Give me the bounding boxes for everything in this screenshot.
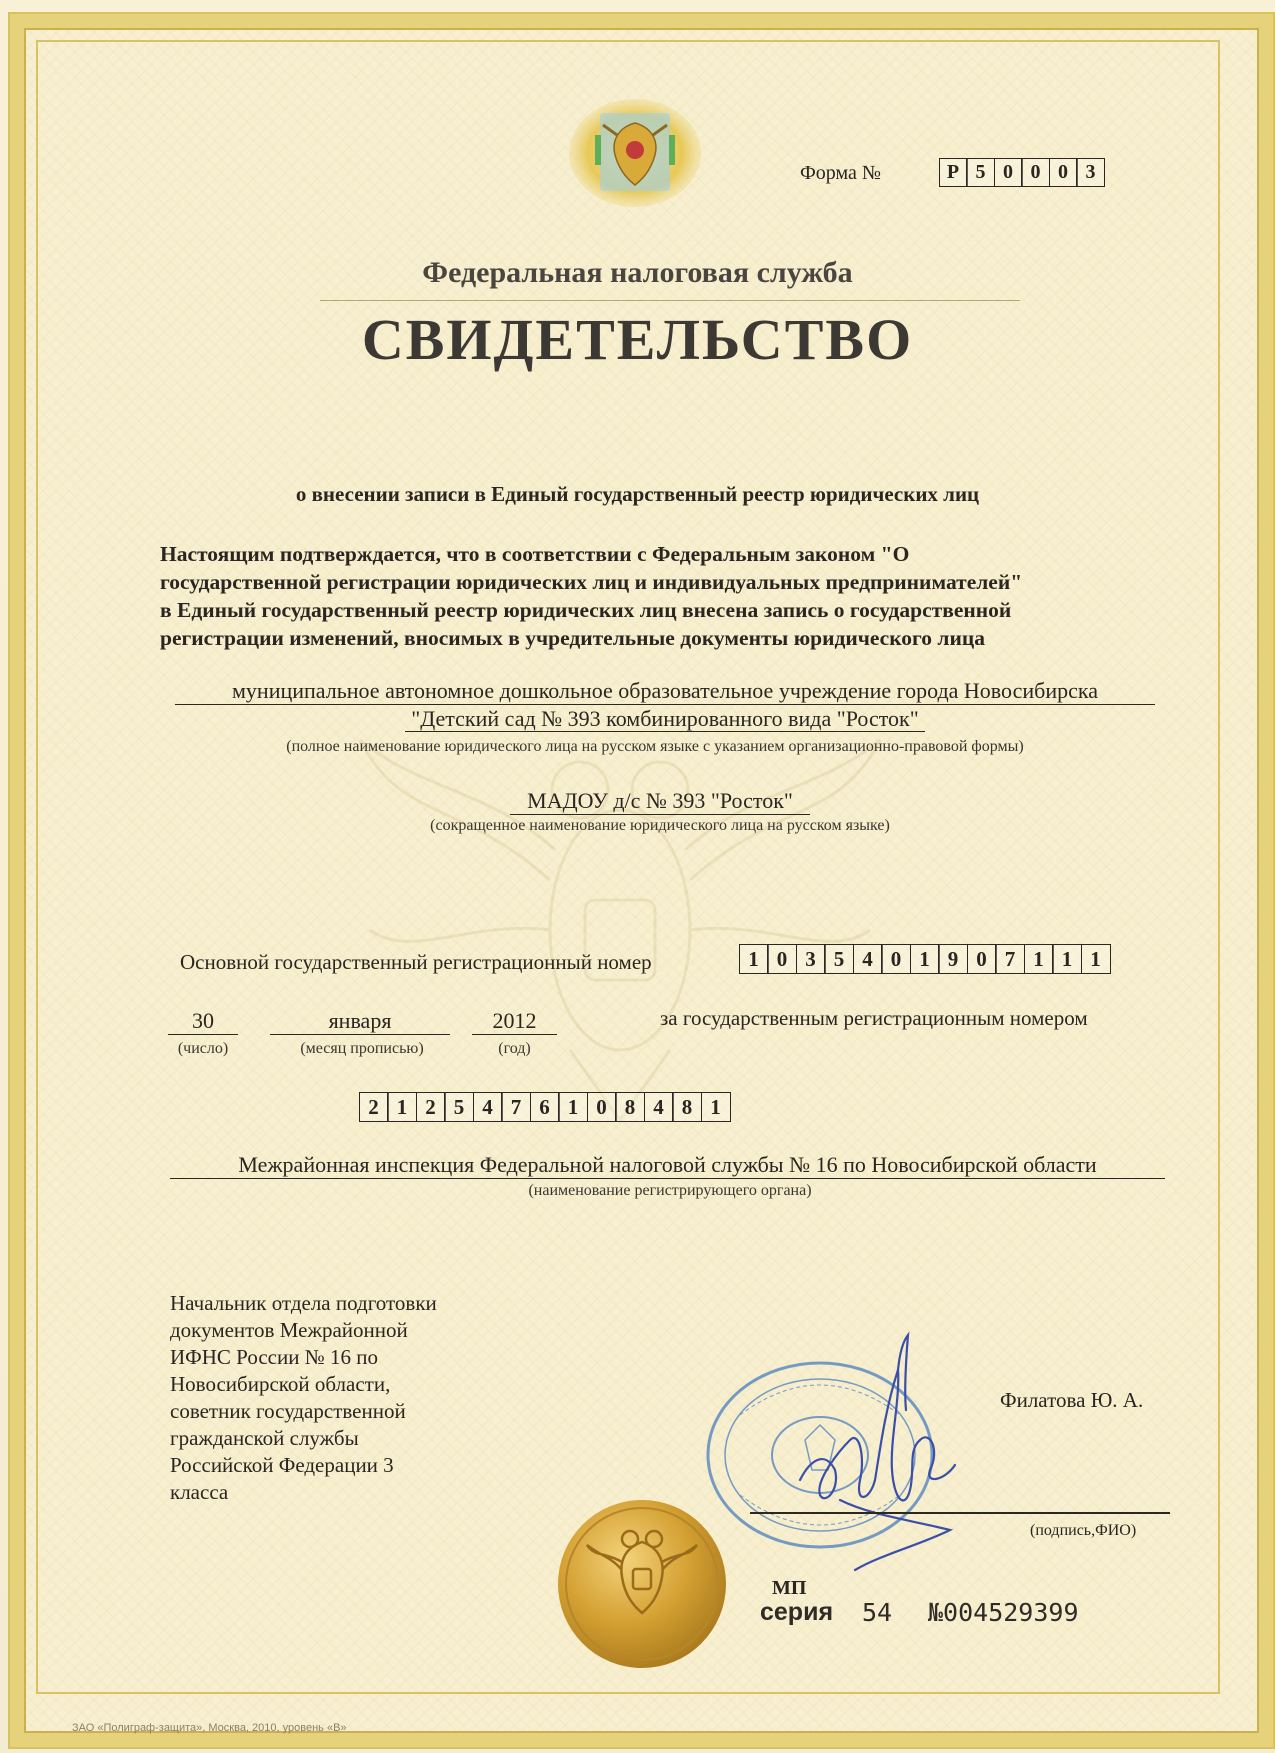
signature-caption: (подпись,ФИО) — [1030, 1522, 1137, 1539]
date-year-caption: (год) — [498, 1040, 531, 1057]
form-code-cell: 0 — [1049, 158, 1078, 187]
handwritten-signature-icon — [780, 1330, 970, 1580]
date-month: января — [270, 1008, 450, 1035]
signature-line — [750, 1512, 1170, 1514]
ogrn-digit: 9 — [938, 944, 968, 974]
gold-seal-icon — [555, 1497, 730, 1672]
reg-digit: 5 — [444, 1092, 474, 1122]
reg-digit: 1 — [387, 1092, 417, 1122]
short-name-value: МАДОУ д/с № 393 "Росток" — [510, 788, 810, 815]
form-number-label: Форма № — [800, 162, 881, 184]
reg-number-label: за государственным регистрационным номером — [660, 1006, 1088, 1030]
document-title: СВИДЕТЕЛЬСТВО — [361, 307, 914, 372]
short-name-caption: (сокращенное наименование юридического лица на русском языке) — [430, 817, 890, 834]
ogrn-boxes — [740, 944, 1111, 974]
statement-line: Настоящим подтверждается, что в соответствии с Федеральным законом "О — [160, 542, 910, 566]
full-name-line-1: муниципальное автономное дошкольное образовательное учреждение города Новосибирска — [175, 678, 1155, 705]
position-line: гражданской службы — [170, 1426, 359, 1450]
agency-underline — [320, 300, 1020, 301]
statement-line: государственной регистрации юридических лиц и индивидуальных предпринимателей" — [160, 570, 1023, 594]
reg-digit: 8 — [672, 1092, 702, 1122]
form-code-boxes — [940, 158, 1105, 187]
statement-text — [160, 540, 1150, 652]
ogrn-digit: 7 — [995, 944, 1025, 974]
ogrn-digit: 1 — [1081, 944, 1111, 974]
signer-name: Филатова Ю. А. — [1000, 1388, 1144, 1412]
form-code-cell: 0 — [1021, 158, 1050, 187]
official-position — [170, 1290, 510, 1506]
form-code-cell: 5 — [966, 158, 995, 187]
agency-name: Федеральная налоговая служба — [422, 256, 853, 289]
reg-digit: 4 — [644, 1092, 674, 1122]
reg-digit: 2 — [416, 1092, 446, 1122]
reg-digit: 7 — [501, 1092, 531, 1122]
date-year: 2012 — [472, 1008, 557, 1035]
ogrn-digit: 5 — [824, 944, 854, 974]
date-month-caption: (месяц прописью) — [300, 1040, 424, 1057]
ogrn-digit: 1 — [1024, 944, 1054, 974]
reg-digit: 2 — [359, 1092, 389, 1122]
form-code-cell: 3 — [1076, 158, 1105, 187]
reg-digit: 8 — [615, 1092, 645, 1122]
full-name-line-2 — [175, 706, 1155, 732]
reg-digit: 4 — [473, 1092, 503, 1122]
ogrn-digit: 0 — [881, 944, 911, 974]
ogrn-digit: 0 — [967, 944, 997, 974]
position-line: класса — [170, 1480, 229, 1504]
form-code-cell: 0 — [994, 158, 1023, 187]
date-day: 30 — [168, 1008, 238, 1035]
ogrn-digit: 4 — [853, 944, 883, 974]
document-subtitle: о внесении записи в Единый государственный реестр юридических лиц — [295, 482, 980, 506]
date-day-caption: (число) — [177, 1040, 229, 1057]
reg-digit: 1 — [558, 1092, 588, 1122]
hologram-emblem-icon — [565, 95, 705, 210]
serial-number: №004529399 — [928, 1598, 1079, 1627]
reg-number-boxes — [360, 1092, 731, 1122]
reg-digit: 0 — [587, 1092, 617, 1122]
position-line: советник государственной — [170, 1399, 406, 1423]
position-line: Российской Федерации 3 — [170, 1453, 394, 1477]
statement-line: в Единый государственный реестр юридических лиц внесена запись о государственной — [160, 598, 1012, 622]
ogrn-digit: 1 — [1052, 944, 1082, 974]
position-line: ИФНС России № 16 по — [170, 1345, 379, 1369]
ogrn-digit: 1 — [739, 944, 769, 974]
form-code-cell: Р — [939, 158, 968, 187]
position-line: Новосибирской области, — [170, 1372, 391, 1396]
position-line: документов Межрайонной — [170, 1318, 408, 1342]
reg-digit: 1 — [701, 1092, 731, 1122]
registering-authority: Межрайонная инспекция Федеральной налоговой службы № 16 по Новосибирской области — [170, 1152, 1165, 1179]
full-name-line-2-text: "Детский сад № 393 комбинированного вида "Росток" — [405, 706, 924, 732]
position-line: Начальник отдела подготовки — [170, 1291, 437, 1315]
ogrn-digit: 1 — [910, 944, 940, 974]
ogrn-digit: 3 — [796, 944, 826, 974]
full-name-caption: (полное наименование юридического лица на русском языке с указанием организационно-правовой формы) — [286, 738, 1024, 755]
reg-digit: 6 — [530, 1092, 560, 1122]
printer-imprint: ЗАО «Полиграф-защита», Москва, 2010, уровень «В» — [72, 1722, 347, 1734]
ogrn-digit: 0 — [767, 944, 797, 974]
statement-line: регистрации изменений, вносимых в учредительные документы юридического лица — [160, 626, 985, 650]
authority-caption: (наименование регистрирующего органа) — [528, 1182, 812, 1199]
ogrn-label: Основной государственный регистрационный номер — [180, 950, 652, 974]
series-number: 54 — [862, 1598, 893, 1627]
series-label: серия — [760, 1598, 834, 1626]
mp-label: МП — [772, 1577, 807, 1599]
